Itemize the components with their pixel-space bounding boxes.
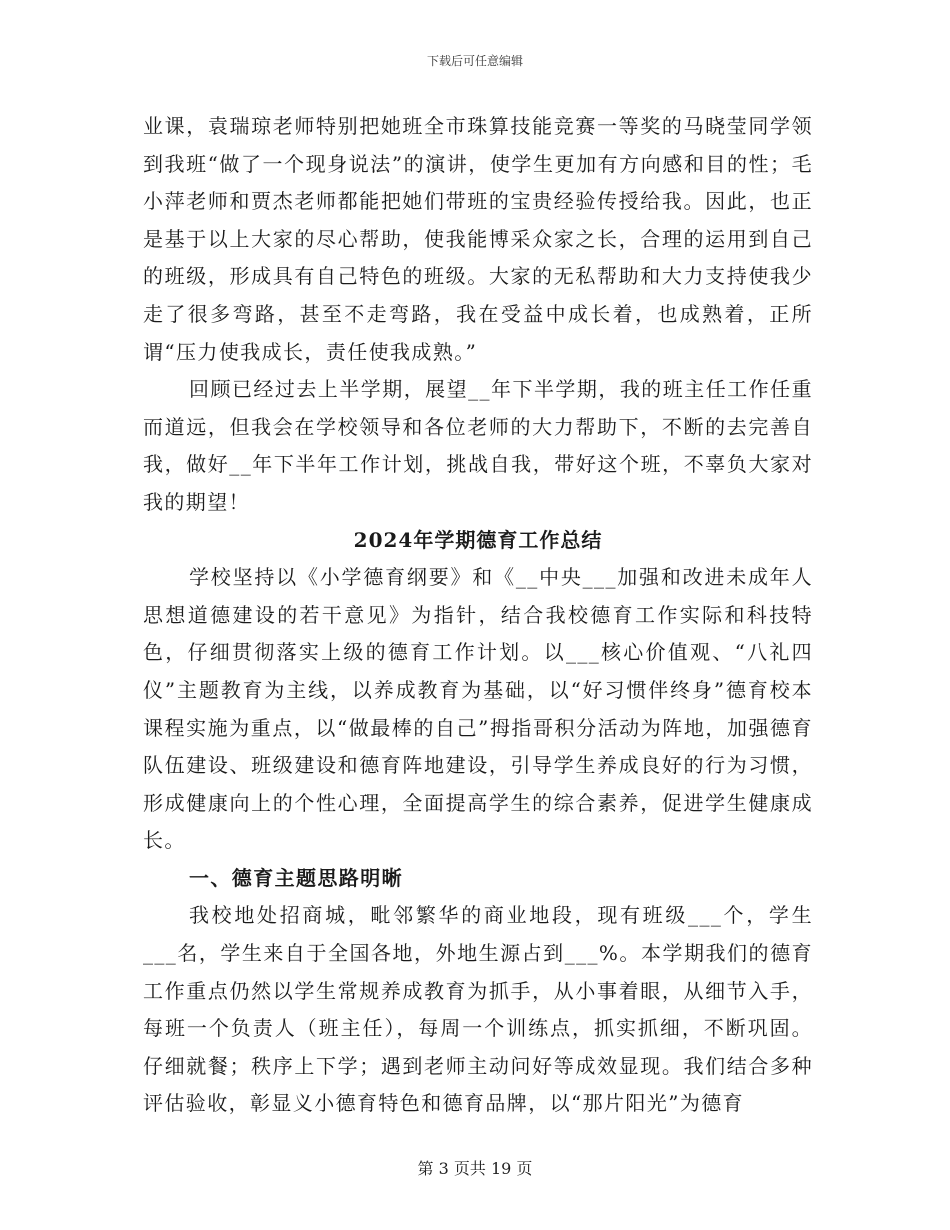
paragraph-2: 回顾已经过去上半学期，展望__年下半学期，我的班主任工作任重而道远，但我会在学校领导和各位老师的大力帮助下，不断的去完善自我，做好__年下半年工作计划，挑战自我，带好这个班，不辜负大家对我的期望！ <box>143 377 813 514</box>
section-title: 2024年学期德育工作总结 <box>353 527 603 552</box>
paragraph-4: 我校地处招商城，毗邻繁华的商业地段，现有班级___个，学生___名，学生来自于全国各地，外地生源占到___%。本学期我们的德育工作重点仍然以学生常规养成教育为抓手，从小事着眼，从细节入手，每班一个负责人（班主任），每周一个训练点，抓实抓细，不断巩固。仔细就餐；秩序上下学；遇到老师主动问好等成效显现。我们结合多种评估验收，彰显义小德育特色和德育品牌，以“那片阳光”为德育 <box>143 903 813 1116</box>
section-heading-1: 一、德育主题思路明晰 <box>189 865 403 890</box>
page-footer: 第 3 页共 19 页 <box>417 1159 533 1178</box>
paragraph-3: 学校坚持以《小学德育纲要》和《__中央___加强和改进未成年人思想道德建设的若干意见》为指针，结合我校德育工作实际和科技特色，仔细贯彻落实上级的德育工作计划。以___核心价值观、“八礼四仪”主题教育为主线，以养成教育为基础，以“好习惯伴终身”德育校本课程实施为重点，以“做最棒的自己”拇指哥积分活动为阵地，加强德育队伍建设、班级建设和德育阵地建设，引导学生养成良好的行为习惯，形成健康向上的个性心理，全面提高学生的综合素养，促进学生健康成长。 <box>143 565 813 853</box>
page-header: 下载后可任意编辑 <box>426 54 523 68</box>
paragraph-1: 业课，袁瑞琼老师特别把她班全市珠算技能竞赛一等奖的马晓莹同学领到我班“做了一个现身说法”的演讲，使学生更加有方向感和目的性；毛小萍老师和贾杰老师都能把她们带班的宝贵经验传授给我。因此，也正是基于以上大家的尽心帮助，使我能博采众家之长，合理的运用到自己的班级，形成具有自己特色的班级。大家的无私帮助和大力支持使我少走了很多弯路，甚至不走弯路，我在受益中成长着，也成熟着，正所谓“压力使我成长，责任使我成熟。” <box>143 114 813 364</box>
document-body <box>143 108 813 1123</box>
